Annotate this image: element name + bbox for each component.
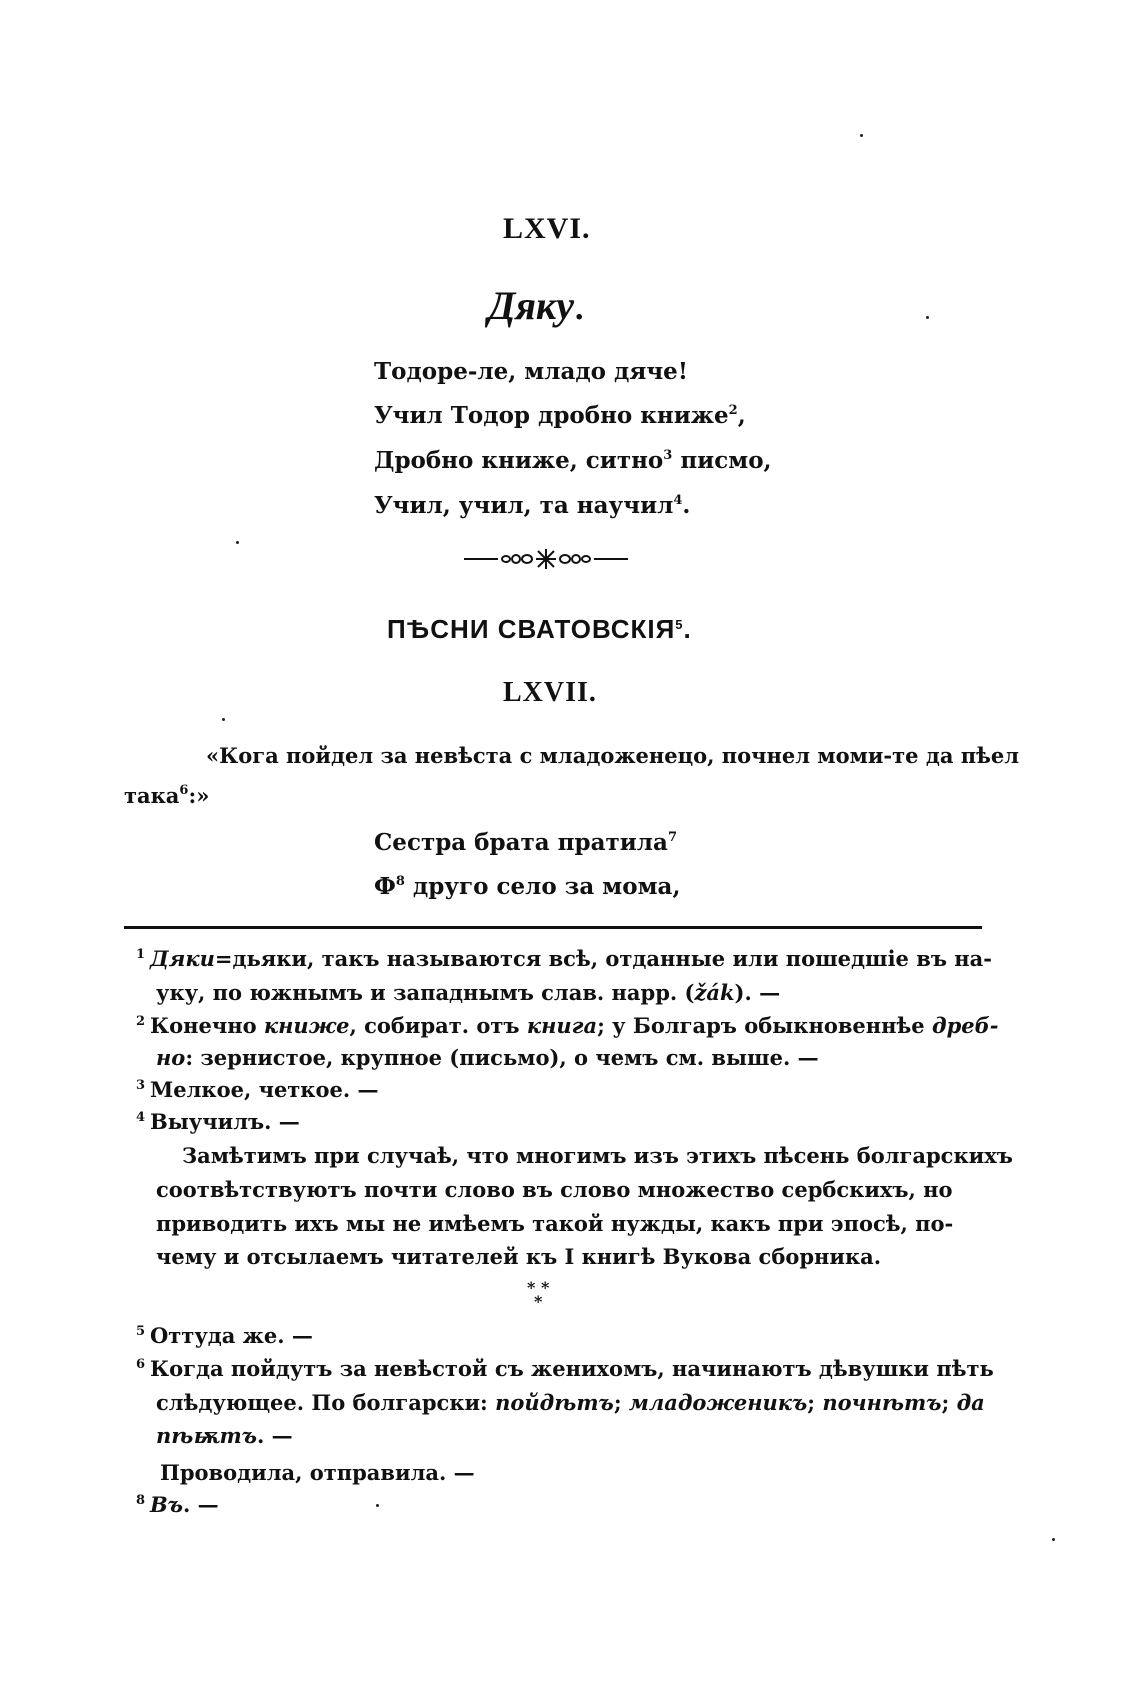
footnote-2-c: ; у Болгаръ обыкновеннѣе (597, 1013, 932, 1038)
scan-speck (376, 1504, 379, 1507)
footnote-5-number: 5 (136, 1324, 146, 1339)
footnote-4-text: Выучилъ. — (150, 1109, 300, 1134)
verse-line-3-text: Дробно книже, ситно (374, 447, 664, 474)
verse-line-3-tail: писмо, (672, 447, 772, 474)
footnote-2-b: , собират. отъ (349, 1013, 527, 1038)
footnote-4 (136, 1109, 300, 1134)
footnote-1-number: 1 (136, 947, 146, 962)
section-heading (387, 614, 692, 645)
poem-title-text: Дяку (488, 283, 574, 328)
ornament-icon (462, 548, 630, 570)
footnote-4-number: 4 (136, 1110, 146, 1125)
footnote-8 (136, 1492, 219, 1517)
verse-line-2-text: Учил Тодор дробно книже (374, 402, 729, 429)
footnote-6-line3-end: . — (257, 1423, 293, 1448)
footnote-ref-7: 7 (667, 830, 677, 845)
footnote-2-cont (156, 1045, 819, 1070)
verse-line-3 (374, 447, 772, 474)
footnote-2 (136, 1013, 999, 1038)
footnote-2-a: Конечно (150, 1013, 264, 1038)
footnote-3-text: Мелкое, четкое. — (150, 1077, 379, 1102)
footnote-ref-2: 2 (728, 403, 738, 418)
footnote-6-line1: Когда пойдутъ за невѣстой съ женихомъ, начинаютъ дѣвушки пѣть (150, 1356, 994, 1381)
remark-line-4: чему и отсылаемъ читателей къ I книгѣ Вукова сборника. (156, 1244, 882, 1269)
footnote-8-number: 8 (136, 1493, 146, 1508)
footnote-1-word: žák (694, 980, 735, 1005)
lxvii-line-1 (374, 829, 677, 856)
lxvii-line-2-tail: друго село за мома, (404, 873, 681, 900)
footnote-2-italic-2: книга (526, 1013, 598, 1038)
footnote-2-number: 2 (136, 1014, 146, 1029)
footnote-6-word-1: пойдѣтъ (495, 1390, 614, 1415)
poem-title (488, 282, 584, 329)
footnote-6-sep-3: ; (941, 1390, 957, 1415)
footnote-6-sep-2: ; (807, 1390, 823, 1415)
section-heading-tail: . (683, 614, 692, 644)
footnote-8-end: . — (183, 1492, 219, 1517)
footnote-7: Проводила, отправила. — (160, 1460, 475, 1485)
poem-number-lxvi: LXVI. (503, 212, 591, 245)
footnote-3 (136, 1077, 378, 1102)
footnote-ref-5: 5 (675, 617, 684, 632)
footnote-8-term: Въ (150, 1492, 184, 1517)
footnote-3-number: 3 (136, 1078, 146, 1093)
footnote-1-line2-end: ). — (734, 980, 781, 1005)
scan-speck (1052, 1538, 1055, 1541)
footnote-1-cont (156, 980, 780, 1005)
ornament-divider (462, 548, 630, 570)
verse-line-4 (374, 492, 690, 519)
verse-line-4-text: Учил, учил, та научил (374, 492, 674, 519)
asterism: * * * (527, 1278, 550, 1311)
verse-line-2: Учил Тодор дробно книже$^2$, (374, 402, 746, 429)
footnote-6-line2: слѣдующее. По болгарски: (156, 1390, 496, 1415)
scan-speck (926, 316, 929, 319)
footnote-6-sep-1: ; (613, 1390, 629, 1415)
remark-line-2: соотвѣтствуютъ почти слово въ слово множество сербскихъ, но (156, 1177, 953, 1202)
lxvii-line-2 (374, 873, 680, 900)
footnote-2-italic-3: дреб- (931, 1013, 999, 1038)
footnote-2-italic-4: но (156, 1045, 186, 1070)
remark-line-1: Замѣтимъ при случаѣ, что многимъ изъ этихъ пѣсень болгарскихъ (182, 1143, 1013, 1168)
scan-speck (236, 541, 239, 544)
poem-title-dot: . (573, 292, 585, 327)
footnote-1-line2: уку, по южнымъ и западнымъ слав. нарр. ( (156, 980, 695, 1005)
verse-line-1: Тодоре-ле, младо дяче! (374, 358, 688, 385)
footnote-separator (124, 926, 982, 929)
poem-intro-cont (124, 783, 209, 808)
footnote-ref-3: 3 (663, 448, 673, 463)
footnote-1-term: Дяки (150, 946, 215, 971)
lxvii-line-1-text: Сестра брата пратила (374, 829, 668, 856)
poem-intro-end: :» (188, 783, 210, 808)
footnote-2-line2: : зернистое, крупное (письмо), о чемъ см. выше. — (185, 1045, 819, 1070)
footnote-6-end (156, 1423, 293, 1448)
section-heading-text: ПѢСНИ СВАТОВСКІЯ (387, 614, 676, 644)
footnote-1-text: =дьяки, такъ называются всѣ, отданные или пошедшіе въ на- (214, 946, 992, 971)
footnote-6-word-5: пѣѭтъ (156, 1423, 257, 1448)
footnote-6 (136, 1356, 994, 1381)
scan-speck (222, 718, 225, 721)
remark-line-3: приводить ихъ мы не имѣемъ такой нужды, какъ при эпосѣ, по- (156, 1211, 954, 1236)
footnote-ref-4: 4 (673, 493, 683, 508)
footnote-5-text: Оттуда же. — (150, 1323, 313, 1348)
footnote-1 (136, 946, 992, 971)
footnote-6-cont (156, 1390, 985, 1415)
scan-speck (860, 134, 863, 137)
footnote-6-word-2: младоженикъ (628, 1390, 808, 1415)
footnote-2-italic-1: книже (263, 1013, 350, 1038)
poem-intro-cont-text: така (124, 783, 180, 808)
poem-number-lxvii: LXVII. (503, 677, 597, 708)
poem-intro: «Кога пойдел за невѣста с младоженецо, почнел моми-те да пѣел (206, 743, 1020, 768)
footnote-5 (136, 1323, 313, 1348)
verse-line-4-tail: . (682, 492, 691, 519)
lxvii-line-2-head: Ф (374, 873, 396, 900)
footnote-6-number: 6 (136, 1357, 146, 1372)
footnote-6-word-4: да (956, 1390, 985, 1415)
footnote-ref-8: 8 (395, 874, 405, 889)
footnote-ref-6: 6 (179, 783, 189, 798)
footnote-6-word-3: почнѣтъ (822, 1390, 942, 1415)
